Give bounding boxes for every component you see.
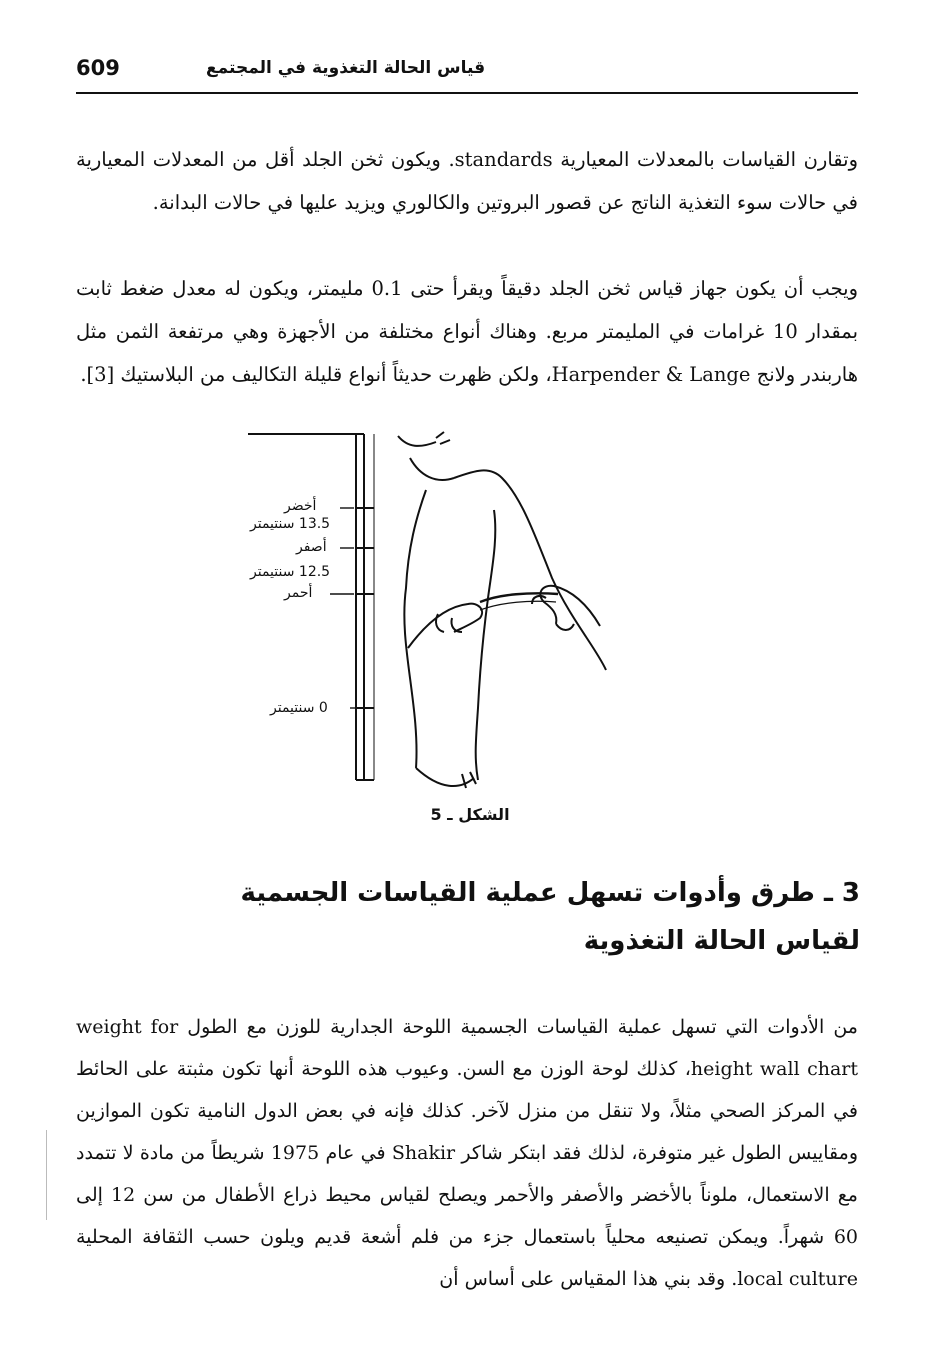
paragraph-tools: من الأدوات التي تسهل عملية القياسات الجسمية اللوحة الجدارية للوزن مع الطول weight for height wall chart، كذلك لوحة الوزن مع السن. وعيوب هذه اللوحة أنها تكون مثبتة على الحائط في المركز الصحي مثلاً، ولا تنقل من منزل لآخر. كذلك فإنه في بعض الدول النامية تكون الموازين ومقاييس الطول غير متوفرة، لذلك فقد ابتكر شاكر Shakir في عام 1975 شريطاً من مادة لا تتمدد مع الاستعمال، ملوناً بالأخضر والأصفر والأحمر ويصلح لقياس محيط ذراع الأطفال من سن 12 إلى 60 شهراً. ويمكن تصنيعه محلياً باستعمال جزء من فلم أشعة قديم ويلون حسب الثقافة المحلية local culture. وقد بني هذا المقياس على أساس أن bbox=[76, 1016, 858, 1290]
child-face-brow bbox=[398, 436, 436, 446]
running-title: قياس الحالة التغذوية في المجتمع bbox=[206, 58, 486, 78]
label-yellow: أصفر bbox=[296, 539, 327, 555]
child-face-eye bbox=[436, 432, 450, 444]
figure-caption: الشكل ـ 5 bbox=[430, 805, 510, 824]
tape-around-arm bbox=[480, 593, 558, 602]
label-12-5-cm: 12.5 سنتيمتر bbox=[250, 564, 331, 580]
page-header bbox=[76, 50, 858, 94]
figure-arm-tape bbox=[240, 418, 620, 803]
section-heading-line2: لقياس الحالة التغذوية bbox=[583, 926, 860, 956]
child-fingers bbox=[462, 772, 476, 788]
adult-right-hand bbox=[540, 586, 600, 626]
child-chin bbox=[410, 458, 454, 480]
section-heading-line1: 3 ـ طرق وأدوات تسهل عملية القياسات الجسمية bbox=[240, 878, 860, 908]
label-13-5-cm: 13.5 سنتيمتر bbox=[250, 516, 331, 532]
paragraph-caliper: ويجب أن يكون جهاز قياس ثخن الجلد دقيقاً ويقرأ حتى 0.1 مليمتر، ويكون له معدل ضغط ثابت بمقدار 10 غرامات في المليمتر مربع. وهناك أنواع مختلفة من الأجهزة وهي مرتفعة الثمن مثل هاربندر ولانج Harpender & Lange، ولكن ظهرت حديثاً أنواع قليلة التكاليف من البلاستيك [3]. bbox=[76, 276, 859, 386]
margin-mark bbox=[46, 1130, 47, 1220]
label-0-cm: 0 سنتيمتر bbox=[270, 700, 328, 716]
label-green: أخضر bbox=[284, 498, 317, 514]
child-shoulder-back bbox=[454, 470, 606, 670]
child-upper-arm bbox=[476, 510, 496, 780]
arm-tape-illustration bbox=[240, 418, 620, 803]
adult-left-hand bbox=[408, 604, 482, 648]
label-red: أحمر bbox=[284, 585, 313, 601]
paragraph-standards: وتقارن القياسات بالمعدلات المعيارية standards. ويكون ثخن الجلد أقل من المعدلات المعيارية في حالات سوء التغذية الناتج عن قصور البروتين والكالوري ويزيد عليها في حالات البدانة. bbox=[76, 147, 858, 214]
page-number: 609 bbox=[76, 56, 120, 80]
